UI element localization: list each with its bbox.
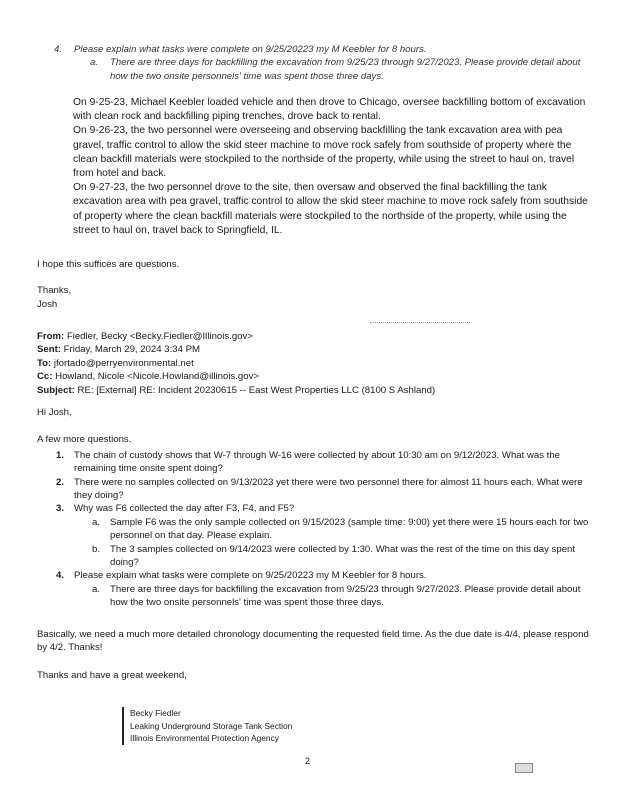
answer-paragraph: On 9-25-23, Michael Keebler loaded vehicle and then drove to Chicago, oversee backfilling bottom of excavation with clean rock and backfilling piping trenches, drove back to rental. bbox=[73, 97, 586, 123]
basically-paragraph: Basically, we need a much more detailed chronology documenting the requested field time. As the due date is 4/4, please respond by 4/2. Thanks! bbox=[37, 629, 589, 654]
separator-line bbox=[370, 322, 470, 325]
question-text: Please explain what tasks were complete on 9/25/20223 my M Keebler for 8 hours. bbox=[74, 44, 427, 55]
list-item: 4. Please explain what tasks were complete on 9/25/20223 my M Keebler for 8 hours. a. There are three days for backfilling the excavation from 9/25/23 through 9/27/2023. Please provide detail about how the two onsite personnels' time was spent those three days. bbox=[56, 569, 597, 609]
reply-closing bbox=[37, 258, 337, 311]
question-list bbox=[37, 449, 597, 610]
signature-block bbox=[122, 707, 292, 745]
answer-paragraph: On 9-27-23, the two personnel drove to the site, then oversaw and observed the final backfilling the tank excavation area with pea gravel, traffic control to allow the skid steer machine to move rock safely from southside of property where the clean backfill materials were stockpiled to the northside of the property, while using the street to haul on, travel back to Springfield, IL. bbox=[73, 182, 588, 236]
subject-row: Subject: RE: [External] RE: Incident 20230615 -- East West Properties LLC (8100 S Ashland) bbox=[37, 384, 436, 396]
thanks-text: Thanks, bbox=[37, 285, 72, 297]
list-item: 1. The chain of custody shows that W-7 through W-16 were collected by about 10:30 am on 9/12/2023. What was the remaining time onsite spent doing? bbox=[56, 449, 597, 476]
greeting: Hi Josh, bbox=[37, 407, 72, 418]
page-number: 2 bbox=[305, 756, 311, 766]
cc-value: Howland, Nicole <Nicole.Howland@illinois.gov> bbox=[55, 371, 259, 383]
sent-value: Friday, March 29, 2024 3:34 PM bbox=[63, 344, 200, 356]
subquestion-list bbox=[74, 516, 597, 570]
subquestion-text: Sample F6 was the only sample collected on 9/15/2023 (sample time: 9:00) yet there were 15 hours each for two personnel on that day. Please explain. bbox=[110, 516, 589, 542]
signature-agency: Illinois Environmental Protection Agency bbox=[130, 733, 279, 744]
to-row: To: jfortado@perryenvironmental.net bbox=[37, 357, 194, 369]
cc-row: Cc: Howland, Nicole <Nicole.Howland@illinois.gov> bbox=[37, 371, 259, 383]
closing-line: I hope this suffices are questions. bbox=[37, 259, 180, 270]
question-text: Please explain what tasks were complete on 9/25/20223 my M Keebler for 8 hours. bbox=[74, 570, 427, 582]
weekend-line: Thanks and have a great weekend, bbox=[37, 669, 187, 681]
question-number: 4. bbox=[54, 44, 63, 55]
sender-name: Josh bbox=[37, 298, 58, 310]
email-closing bbox=[37, 628, 597, 696]
list-item: a. Sample F6 was the only sample collected on 9/15/2023 (sample time: 9:00) yet there were 15 hours each for two personnel on that day. Please explain. bbox=[92, 516, 597, 543]
intro-text: A few more questions. bbox=[37, 434, 132, 446]
answer-block bbox=[73, 96, 593, 238]
list-item: a. There are three days for backfilling the excavation from 9/25/23 through 9/27/2023. Please provide detail about how the two onsite personnels' time was spent those three days. bbox=[92, 583, 597, 610]
signature-section: Leaking Underground Storage Tank Section bbox=[130, 720, 293, 731]
to-value: jfortado@perryenvironmental.net bbox=[53, 357, 194, 369]
question-text: Why was F6 collected the day after F3, F4, and F5? bbox=[74, 503, 295, 515]
subquestion-text: There are three days for backfilling the excavation from 9/25/23 through 9/27/2023. Please provide detail about how the two onsite personnels' time was spent those three days. bbox=[110, 583, 581, 609]
email-body bbox=[37, 406, 597, 610]
subquestion-text: There are three days for backfilling the excavation from 9/25/23 through 9/27/2023. Please provide detail about how the two onsite personnels' time was spent those three days. bbox=[110, 57, 581, 82]
question-text: The chain of custody shows that W-7 through W-16 were collected by about 10:30 am on 9/12/2023. What was the remaining time onsite spent doing? bbox=[74, 449, 561, 475]
subquestion-list bbox=[74, 583, 597, 610]
subquestion-text: The 3 samples collected on 9/14/2023 were collected by 1:30. What was the rest of the time on this day spent doing? bbox=[110, 543, 576, 569]
scan-stamp bbox=[515, 763, 533, 773]
list-item: 2. There were no samples collected on 9/13/2023 yet there were two personnel there for almost 11 hours each. What were they doing? bbox=[56, 476, 597, 503]
subquestion-letter: a. bbox=[90, 57, 99, 69]
from-row: From: Fiedler, Becky <Becky.Fiedler@Illinois.gov> bbox=[37, 331, 253, 342]
from-value: Fiedler, Becky <Becky.Fiedler@Illinois.gov> bbox=[66, 331, 253, 342]
answer-paragraph: On 9-26-23, the two personnel were overseeing and observing backfilling the tank excavation area with pea gravel, traffic control to allow the skid steer machine to move rock safely from southside of property where the clean backfill materials were stockpiled to the northside of the property, while using the street to haul on, travel from hotel and back. bbox=[73, 125, 575, 180]
list-item: 3. Why was F6 collected the day after F3, F4, and F5? a. Sample F6 was the only sample collected on 9/15/2023 (sample time: 9:00) yet there were 15 hours each for two personnel on that day. Please explain. b. The 3 samples collected on 9/14/2023 were collected by 1:30. What was the rest of the time on this day spent doing? bbox=[56, 502, 597, 569]
signature-name: Becky Fiedler bbox=[130, 708, 181, 718]
question-text: There were no samples collected on 9/13/2023 yet there were two personnel there for almost 11 hours each. What were they doing? bbox=[74, 476, 583, 502]
sent-row: Sent: Friday, March 29, 2024 3:34 PM bbox=[37, 344, 200, 356]
quoted-question-4 bbox=[54, 43, 594, 83]
subject-value: RE: [External] RE: Incident 20230615 -- East West Properties LLC (8100 S Ashland) bbox=[77, 384, 436, 396]
list-item: b. The 3 samples collected on 9/14/2023 were collected by 1:30. What was the rest of the time on this day spent doing? bbox=[92, 543, 597, 570]
email-header bbox=[37, 330, 597, 397]
